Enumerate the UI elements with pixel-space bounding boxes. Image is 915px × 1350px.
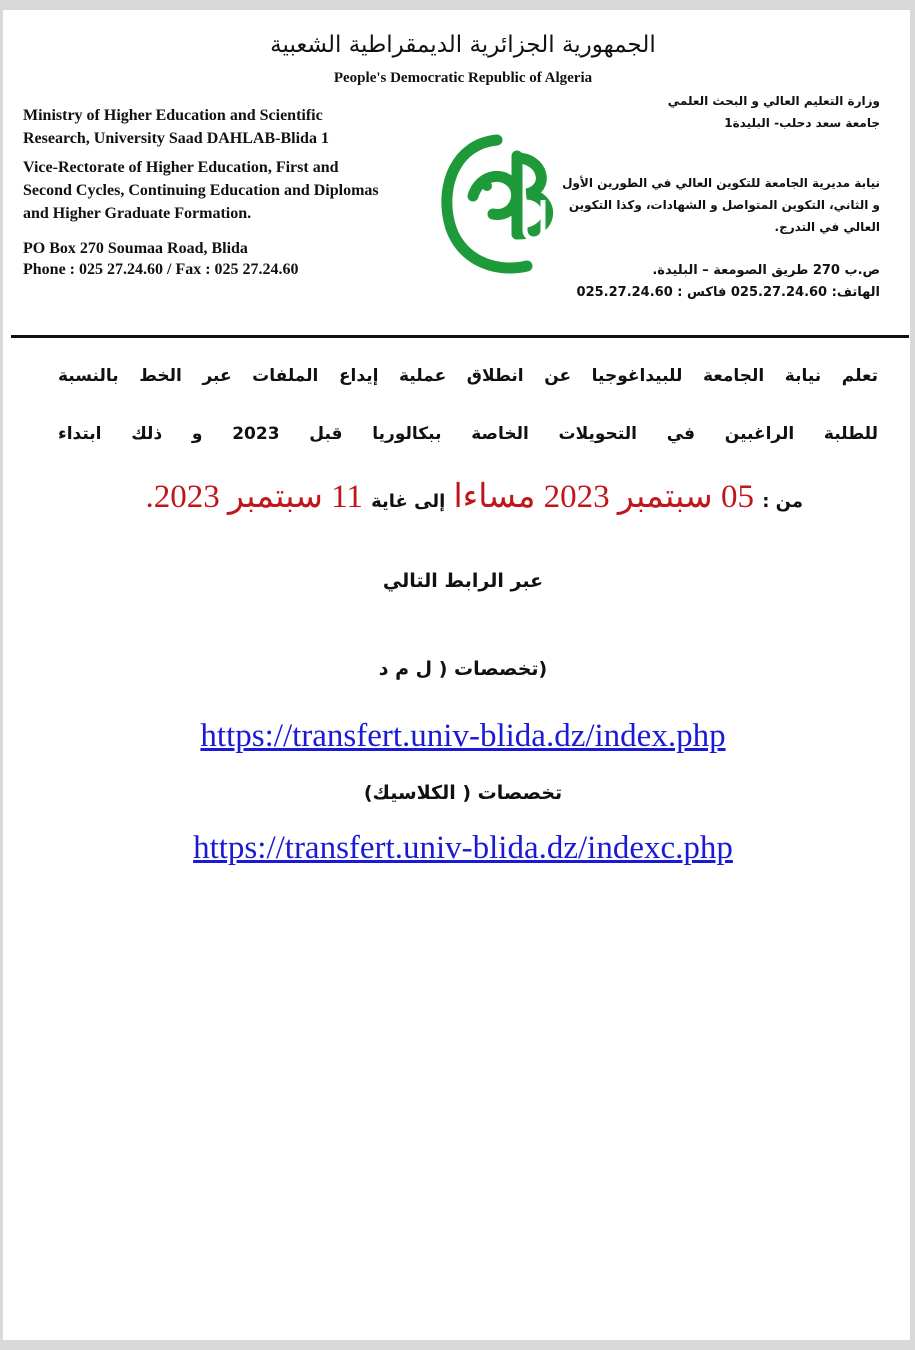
- classic-transfer-link[interactable]: https://transfert.univ-blida.dz/indexc.php: [193, 830, 733, 866]
- date-until-label: إلى غاية: [371, 491, 446, 512]
- logo-inner-curl: [473, 176, 517, 214]
- arabic-address: ص.ب 270 طريق الصومعة – البليدة.: [652, 263, 880, 278]
- english-vice-line3: and Higher Graduate Formation.: [23, 205, 252, 222]
- document-page: [3, 10, 910, 1340]
- arabic-vice-line1: نيابة مديرية الجامعة للتكوين العالي في الطورين الأول: [562, 176, 880, 190]
- arabic-ministry-block: [560, 90, 880, 134]
- english-ministry-line2: Research, University Saad DAHLAB-Blida 1: [23, 130, 329, 147]
- via-link-text: عبر الرابط التالي: [382, 570, 544, 592]
- english-ministry-line1: Ministry of Higher Education and Scientific: [23, 107, 323, 124]
- english-vice-rectorate-block: [23, 156, 423, 225]
- english-vice-line1: Vice-Rectorate of Higher Education, First and: [23, 159, 339, 176]
- logo-dot: [482, 181, 492, 191]
- classic-specialties-label: تخصصات ( الكلاسيك): [363, 782, 563, 804]
- english-address: PO Box 270 Soumaa Road, Blida: [23, 240, 248, 257]
- lmd-transfer-link[interactable]: https://transfert.univ-blida.dz/index.php: [200, 718, 726, 754]
- arabic-vice-rectorate-block: [560, 172, 880, 238]
- english-contact-block: [23, 238, 423, 280]
- date-until-value: 11 سبتمبر 2023.: [145, 479, 363, 515]
- english-vice-line2: Second Cycles, Continuing Education and Diplomas: [23, 182, 379, 199]
- english-phone: Phone : 025 27.24.60 / Fax : 025 27.24.60: [23, 261, 299, 278]
- arabic-phone: الهاتف: 025.27.24.60 فاكس : 025.27.24.60: [576, 285, 880, 300]
- date-from-label: من :: [762, 491, 803, 512]
- arabic-contact-block: [560, 260, 880, 304]
- arabic-country-title: الجمهورية الجزائرية الديمقراطية الشعبية: [270, 32, 656, 58]
- english-ministry-block: [23, 104, 423, 150]
- arabic-vice-line2: و الثاني، التكوين المتواصل و الشهادات، وكذا التكوين: [568, 198, 880, 212]
- english-country-title: People's Democratic Republic of Algeria: [333, 70, 593, 86]
- announcement-line2: للطلبة الراغبين في التحويلات الخاصة ببكالوريا قبل 2023 و ذلك ابتداء: [58, 424, 878, 444]
- announcement-line1: تعلم نيابة الجامعة للبيداغوجيا عن انطلاق عملية إيداع الملفات عبر الخط بالنسبة: [58, 366, 878, 386]
- lmd-specialties-label: (تخصصات ( ل م د: [378, 658, 548, 680]
- university-logo: [435, 126, 565, 276]
- header-divider: [11, 335, 909, 338]
- arabic-vice-line3: العالي في التدرج.: [774, 220, 880, 234]
- arabic-ministry: وزارة التعليم العالي و البحث العلمي: [667, 94, 880, 108]
- date-range-line: [63, 476, 803, 516]
- arabic-university: جامعة سعد دحلب- البليدة1: [724, 116, 880, 130]
- date-from-value: 05 سبتمبر 2023 مساءا: [453, 479, 754, 515]
